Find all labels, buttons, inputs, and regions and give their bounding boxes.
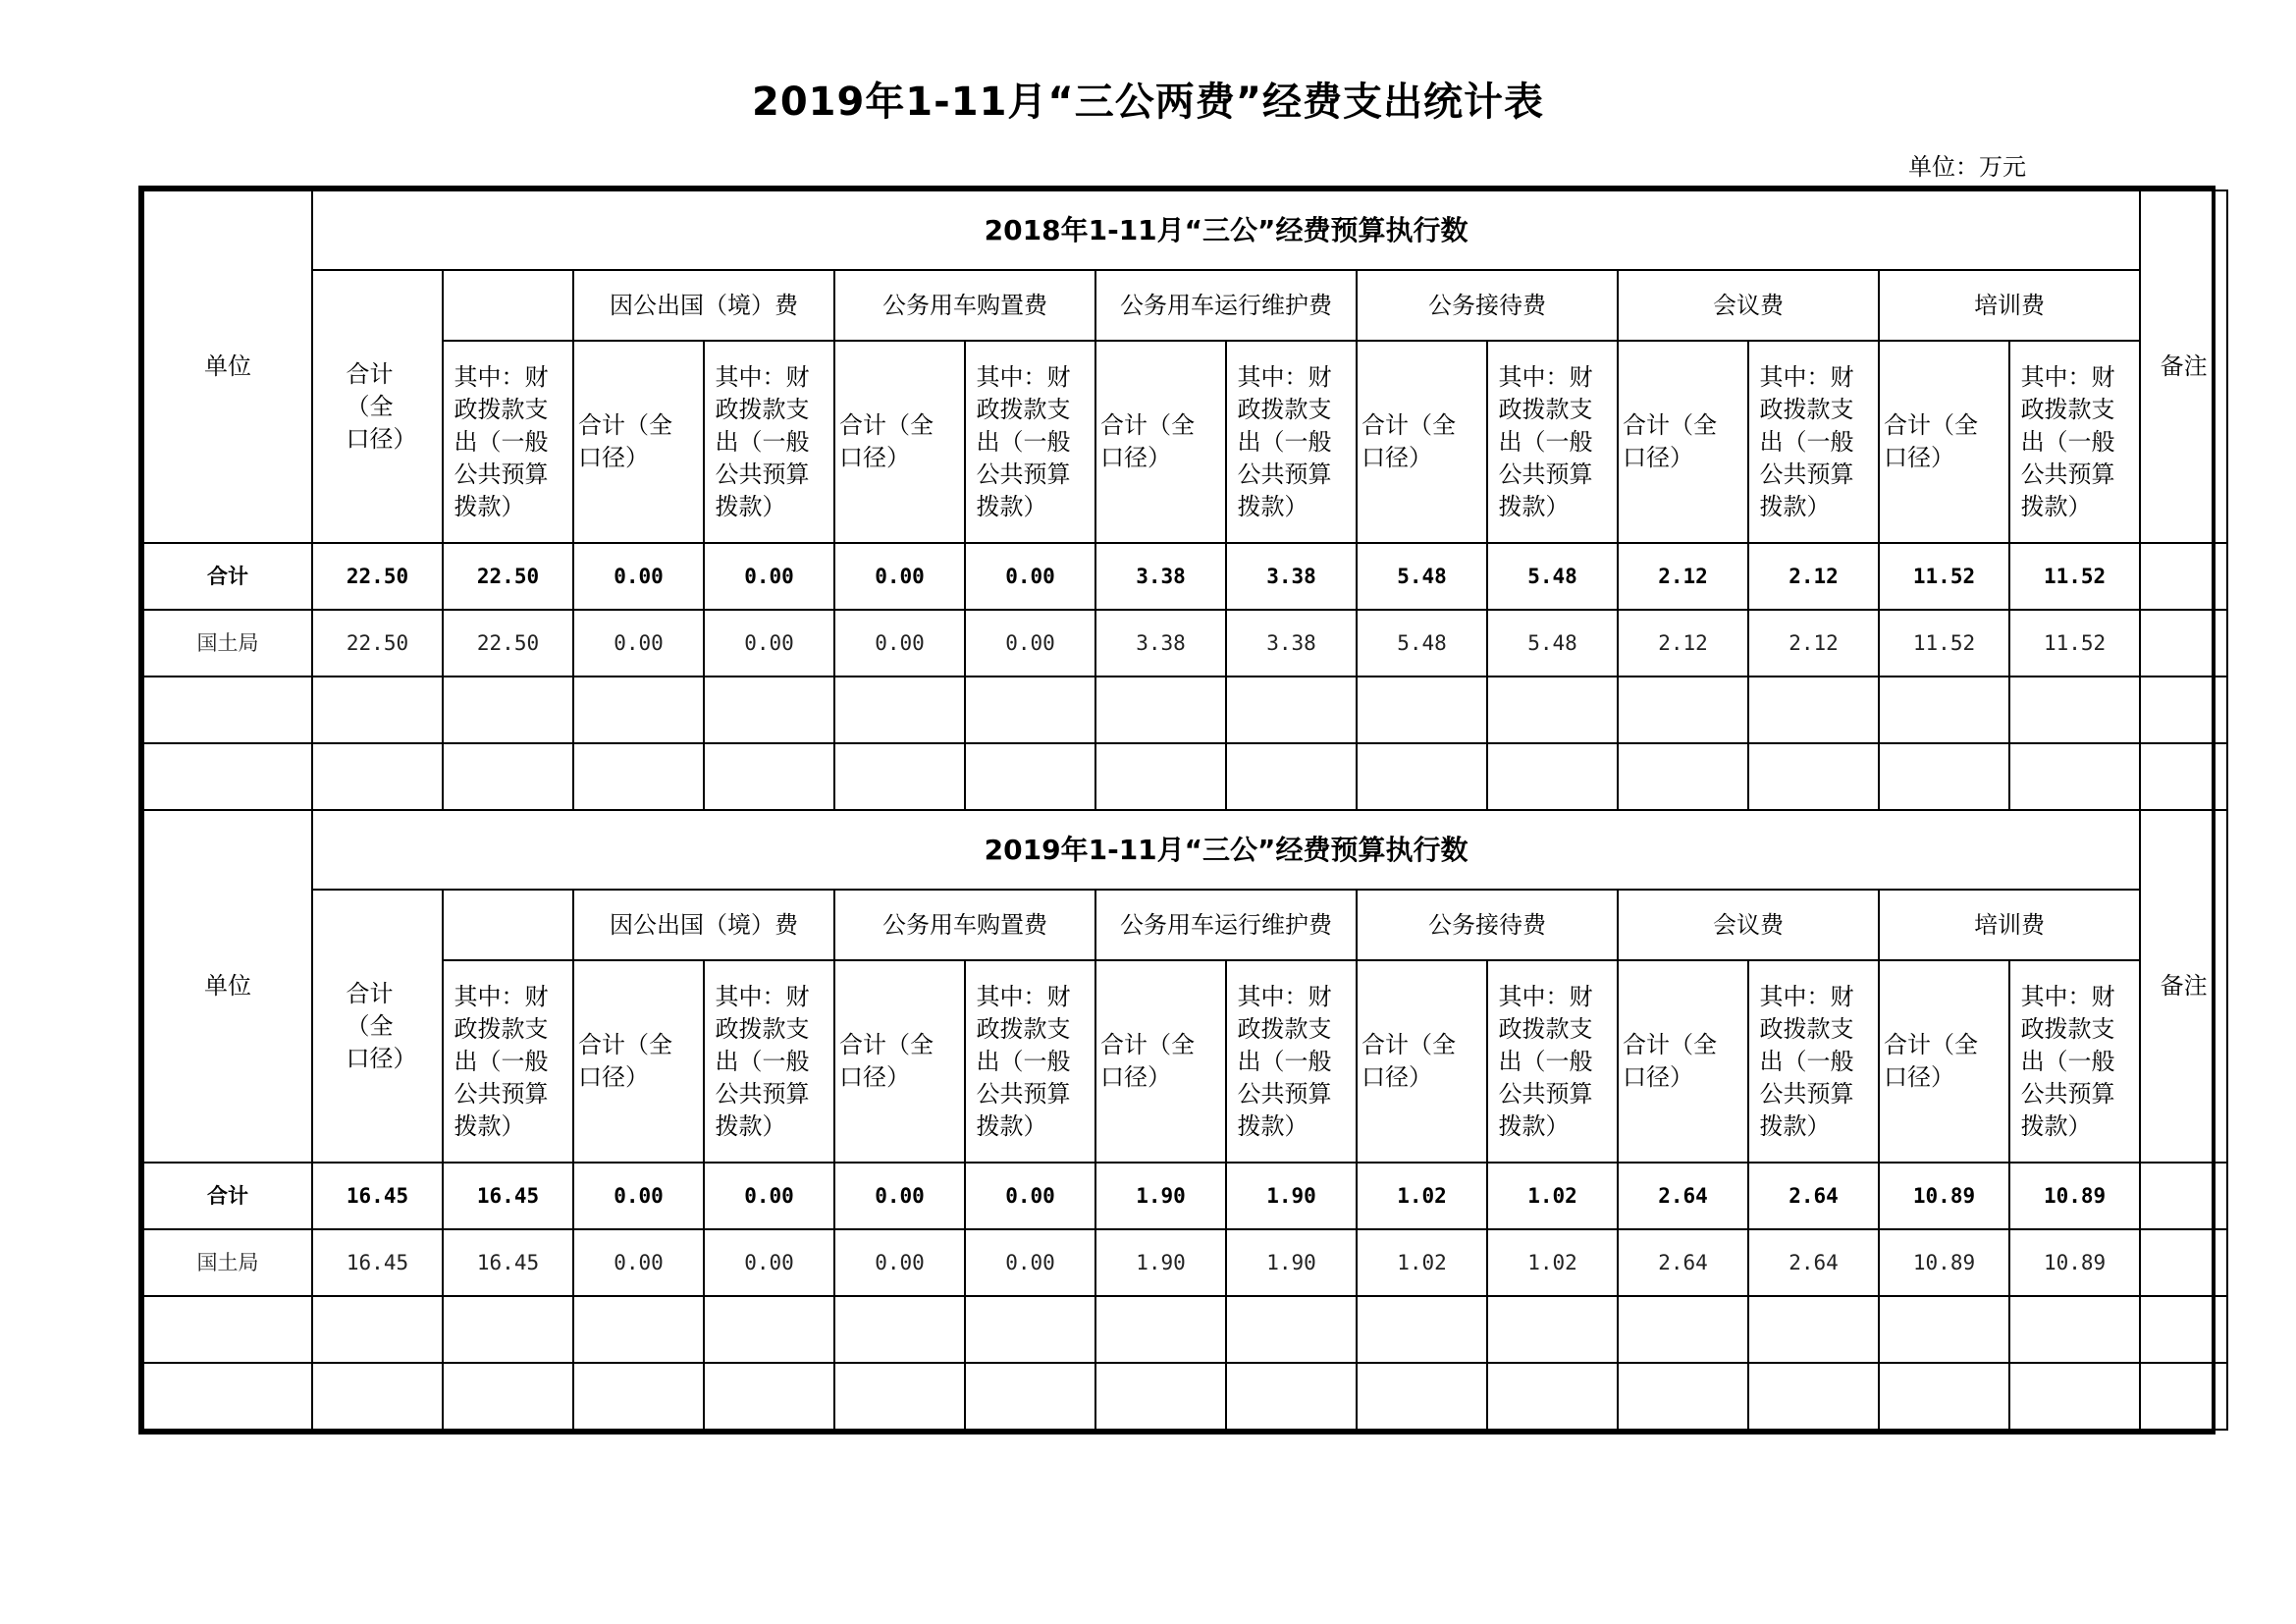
subfiscal-header: 其中：财政拨款支出（一般公共预算拨款） — [1748, 341, 1879, 543]
value-cell: 16.45 — [443, 1229, 573, 1296]
subfiscal-header: 其中：财政拨款支出（一般公共预算拨款） — [2009, 341, 2140, 543]
category-header: 公务接待费 — [1357, 270, 1618, 341]
subtotal-header: 合计（全口径） — [573, 341, 704, 543]
subfiscal-header: 其中：财政拨款支出（一般公共预算拨款） — [2009, 960, 2140, 1163]
empty-cell — [143, 677, 312, 743]
value-cell: 2.64 — [1748, 1229, 1879, 1296]
row-label: 合计 — [143, 1163, 312, 1229]
fiscal-header: 其中：财政拨款支出（一般公共预算拨款） — [443, 341, 573, 543]
empty-cell — [1618, 1363, 1748, 1430]
value-cell: 22.50 — [443, 610, 573, 677]
category-header: 公务用车运行维护费 — [1095, 270, 1357, 341]
total-all-header: 合计（全口径） — [312, 270, 443, 543]
value-cell: 1.02 — [1357, 1229, 1487, 1296]
table-row — [143, 610, 2227, 677]
remark-cell — [2140, 1229, 2227, 1296]
empty-cell — [1226, 743, 1357, 810]
value-cell: 0.00 — [965, 543, 1095, 610]
value-cell: 16.45 — [312, 1163, 443, 1229]
empty-cell — [1357, 677, 1487, 743]
empty-cell — [312, 743, 443, 810]
value-cell: 16.45 — [443, 1163, 573, 1229]
value-cell: 10.89 — [2009, 1229, 2140, 1296]
empty-cell — [143, 1363, 312, 1430]
remark-cell — [2140, 1163, 2227, 1229]
category-header: 会议费 — [1618, 890, 1879, 960]
subtotal-header: 合计（全口径） — [1357, 960, 1487, 1163]
empty-cell — [1226, 1363, 1357, 1430]
empty-cell — [965, 743, 1095, 810]
subtotal-header: 合计（全口径） — [1095, 341, 1226, 543]
empty-row — [143, 1296, 2227, 1363]
subtotal-header: 合计（全口径） — [1879, 960, 2009, 1163]
subtotal-header: 合计（全口径） — [1879, 341, 2009, 543]
value-cell: 2.12 — [1748, 543, 1879, 610]
empty-cell — [1748, 1363, 1879, 1430]
empty-cell — [573, 1363, 704, 1430]
subtotal-header: 合计（全口径） — [834, 960, 965, 1163]
value-cell: 0.00 — [573, 1163, 704, 1229]
value-cell: 0.00 — [573, 543, 704, 610]
value-cell: 11.52 — [1879, 610, 2009, 677]
empty-cell — [834, 1296, 965, 1363]
empty-cell — [834, 677, 965, 743]
total-all-header: 合计（全口径） — [312, 890, 443, 1163]
value-cell: 1.90 — [1226, 1229, 1357, 1296]
value-cell: 16.45 — [312, 1229, 443, 1296]
empty-cell — [1095, 1363, 1226, 1430]
empty-cell — [312, 1296, 443, 1363]
value-cell: 0.00 — [573, 1229, 704, 1296]
empty-cell — [312, 1363, 443, 1430]
subtotal-header: 合计（全口径） — [1618, 960, 1748, 1163]
empty-cell — [443, 1296, 573, 1363]
empty-cell — [2140, 677, 2227, 743]
value-cell: 11.52 — [2009, 610, 2140, 677]
empty-cell — [834, 1363, 965, 1430]
remark-header: 备注 — [2140, 810, 2227, 1163]
value-cell: 0.00 — [834, 610, 965, 677]
row-label: 国土局 — [143, 610, 312, 677]
value-cell: 2.12 — [1748, 610, 1879, 677]
table-row — [143, 543, 2227, 610]
subfiscal-header: 其中：财政拨款支出（一般公共预算拨款） — [1487, 341, 1618, 543]
page-title: 2019年1-11月“三公两费”经费支出统计表 — [751, 80, 1544, 125]
subtotal-header: 合计（全口径） — [573, 960, 704, 1163]
empty-cell — [704, 677, 834, 743]
value-cell: 0.00 — [704, 1229, 834, 1296]
blank-header-cell — [443, 890, 573, 960]
empty-cell — [1095, 1296, 1226, 1363]
unit-label: 单位：万元 — [1908, 153, 2026, 181]
empty-cell — [1879, 1296, 2009, 1363]
value-cell: 0.00 — [965, 1163, 1095, 1229]
empty-cell — [1226, 1296, 1357, 1363]
empty-cell — [2009, 1363, 2140, 1430]
value-cell: 22.50 — [443, 543, 573, 610]
empty-cell — [2140, 1296, 2227, 1363]
category-header: 公务接待费 — [1357, 890, 1618, 960]
value-cell: 5.48 — [1487, 610, 1618, 677]
value-cell: 0.00 — [573, 610, 704, 677]
empty-cell — [1748, 1296, 1879, 1363]
subfiscal-header: 其中：财政拨款支出（一般公共预算拨款） — [704, 960, 834, 1163]
value-cell: 2.64 — [1748, 1163, 1879, 1229]
value-cell: 2.64 — [1618, 1163, 1748, 1229]
empty-cell — [834, 743, 965, 810]
empty-cell — [143, 743, 312, 810]
empty-cell — [573, 677, 704, 743]
subtotal-header: 合计（全口径） — [1095, 960, 1226, 1163]
empty-cell — [1357, 743, 1487, 810]
value-cell: 22.50 — [312, 543, 443, 610]
expense-table — [138, 186, 2216, 1435]
value-cell: 3.38 — [1226, 610, 1357, 677]
empty-cell — [1618, 743, 1748, 810]
subfiscal-header: 其中：财政拨款支出（一般公共预算拨款） — [1748, 960, 1879, 1163]
table-row — [143, 1229, 2227, 1296]
empty-cell — [704, 1363, 834, 1430]
value-cell: 0.00 — [704, 610, 834, 677]
category-header: 公务用车购置费 — [834, 890, 1095, 960]
empty-cell — [573, 1296, 704, 1363]
value-cell: 3.38 — [1226, 543, 1357, 610]
category-header: 因公出国（境）费 — [573, 890, 834, 960]
empty-cell — [965, 1363, 1095, 1430]
row-label: 国土局 — [143, 1229, 312, 1296]
value-cell: 0.00 — [704, 1163, 834, 1229]
row-label: 合计 — [143, 543, 312, 610]
subfiscal-header: 其中：财政拨款支出（一般公共预算拨款） — [1226, 960, 1357, 1163]
subtotal-header: 合计（全口径） — [834, 341, 965, 543]
empty-cell — [443, 1363, 573, 1430]
empty-cell — [704, 1296, 834, 1363]
empty-cell — [1357, 1296, 1487, 1363]
empty-cell — [1618, 677, 1748, 743]
empty-cell — [443, 743, 573, 810]
remark-header: 备注 — [2140, 190, 2227, 543]
value-cell: 0.00 — [834, 1229, 965, 1296]
empty-row — [143, 1363, 2227, 1430]
expense-grid — [142, 189, 2228, 1431]
category-header: 公务用车运行维护费 — [1095, 890, 1357, 960]
value-cell: 0.00 — [704, 543, 834, 610]
empty-cell — [965, 677, 1095, 743]
value-cell: 2.64 — [1618, 1229, 1748, 1296]
value-cell: 0.00 — [834, 1163, 965, 1229]
value-cell: 11.52 — [1879, 543, 2009, 610]
value-cell: 11.52 — [2009, 543, 2140, 610]
subfiscal-header: 其中：财政拨款支出（一般公共预算拨款） — [704, 341, 834, 543]
empty-cell — [1487, 677, 1618, 743]
unit-header: 单位 — [143, 190, 312, 543]
empty-cell — [2009, 677, 2140, 743]
value-cell: 1.90 — [1226, 1163, 1357, 1229]
subtotal-header: 合计（全口径） — [1618, 341, 1748, 543]
category-header: 公务用车购置费 — [834, 270, 1095, 341]
empty-cell — [1748, 743, 1879, 810]
empty-cell — [1487, 1296, 1618, 1363]
section-title: 2018年1-11月“三公”经费预算执行数 — [312, 190, 2140, 270]
empty-cell — [965, 1296, 1095, 1363]
value-cell: 22.50 — [312, 610, 443, 677]
value-cell: 5.48 — [1487, 543, 1618, 610]
value-cell: 2.12 — [1618, 543, 1748, 610]
value-cell: 10.89 — [1879, 1229, 2009, 1296]
subfiscal-header: 其中：财政拨款支出（一般公共预算拨款） — [1226, 341, 1357, 543]
value-cell: 0.00 — [834, 543, 965, 610]
value-cell: 10.89 — [1879, 1163, 2009, 1229]
value-cell: 0.00 — [965, 1229, 1095, 1296]
empty-cell — [1879, 1363, 2009, 1430]
empty-cell — [1879, 743, 2009, 810]
value-cell: 10.89 — [2009, 1163, 2140, 1229]
subtotal-header: 合计（全口径） — [1357, 341, 1487, 543]
empty-cell — [1487, 1363, 1618, 1430]
value-cell: 1.02 — [1487, 1229, 1618, 1296]
value-cell: 1.90 — [1095, 1229, 1226, 1296]
empty-cell — [573, 743, 704, 810]
value-cell: 1.90 — [1095, 1163, 1226, 1229]
category-header: 培训费 — [1879, 270, 2140, 341]
value-cell: 1.02 — [1357, 1163, 1487, 1229]
category-header: 培训费 — [1879, 890, 2140, 960]
empty-cell — [2009, 1296, 2140, 1363]
empty-cell — [1226, 677, 1357, 743]
remark-cell — [2140, 610, 2227, 677]
empty-cell — [2140, 743, 2227, 810]
empty-cell — [312, 677, 443, 743]
empty-cell — [704, 743, 834, 810]
category-header: 会议费 — [1618, 270, 1879, 341]
empty-row — [143, 743, 2227, 810]
empty-cell — [1357, 1363, 1487, 1430]
section-title: 2019年1-11月“三公”经费预算执行数 — [312, 810, 2140, 890]
empty-cell — [1618, 1296, 1748, 1363]
unit-header: 单位 — [143, 810, 312, 1163]
value-cell: 2.12 — [1618, 610, 1748, 677]
fiscal-header: 其中：财政拨款支出（一般公共预算拨款） — [443, 960, 573, 1163]
category-header: 因公出国（境）费 — [573, 270, 834, 341]
empty-cell — [2140, 1363, 2227, 1430]
empty-cell — [443, 677, 573, 743]
subfiscal-header: 其中：财政拨款支出（一般公共预算拨款） — [1487, 960, 1618, 1163]
subfiscal-header: 其中：财政拨款支出（一般公共预算拨款） — [965, 341, 1095, 543]
empty-cell — [1095, 743, 1226, 810]
value-cell: 3.38 — [1095, 610, 1226, 677]
table-row — [143, 1163, 2227, 1229]
empty-cell — [1487, 743, 1618, 810]
empty-cell — [143, 1296, 312, 1363]
value-cell: 0.00 — [965, 610, 1095, 677]
value-cell: 1.02 — [1487, 1163, 1618, 1229]
value-cell: 5.48 — [1357, 610, 1487, 677]
empty-cell — [1879, 677, 2009, 743]
empty-cell — [1748, 677, 1879, 743]
value-cell: 5.48 — [1357, 543, 1487, 610]
blank-header-cell — [443, 270, 573, 341]
subfiscal-header: 其中：财政拨款支出（一般公共预算拨款） — [965, 960, 1095, 1163]
empty-row — [143, 677, 2227, 743]
remark-cell — [2140, 543, 2227, 610]
empty-cell — [1095, 677, 1226, 743]
value-cell: 3.38 — [1095, 543, 1226, 610]
empty-cell — [2009, 743, 2140, 810]
